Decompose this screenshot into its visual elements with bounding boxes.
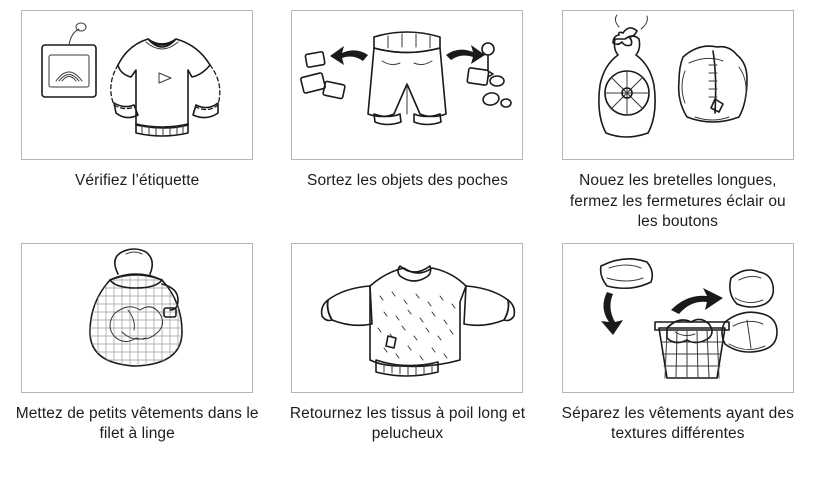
illustration-frame-2 (291, 10, 523, 160)
step-card-6 (549, 243, 807, 445)
step-caption-4: Mettez de petits vêtements dans le filet à linge (15, 404, 259, 443)
fleece-garment-icon (292, 244, 522, 392)
step-card-4 (8, 243, 266, 445)
step-caption-5: Retournez les tissus à poil long et pelucheux (289, 404, 526, 443)
step-caption-3: Nouez les bretelles longues, fermez les fermetures éclair ou les boutons (569, 172, 786, 231)
step-caption-6: Séparez les vêtements ayant des textures différentes (561, 404, 794, 443)
step-caption-1: Vérifiez l’étiquette (74, 172, 200, 189)
step-card-1 (8, 10, 266, 233)
illustration-frame-1 (21, 10, 253, 160)
step-caption-2: Sortez les objets des poches (307, 172, 508, 189)
step-card-5 (278, 243, 536, 445)
step-card-3 (549, 10, 807, 233)
illustration-frame-3 (562, 10, 794, 160)
pocket-items-icon (292, 11, 522, 159)
illustration-frame-4 (21, 243, 253, 393)
step-card-2 (278, 10, 536, 233)
illustration-frame-6 (562, 243, 794, 393)
mesh-bag-icon (22, 244, 252, 392)
sorting-basket-icon (563, 244, 793, 392)
illustration-frame-5 (291, 243, 523, 393)
care-label-icon (22, 11, 252, 159)
zipper-buttons-icon (563, 11, 793, 159)
steps-grid (8, 10, 807, 445)
